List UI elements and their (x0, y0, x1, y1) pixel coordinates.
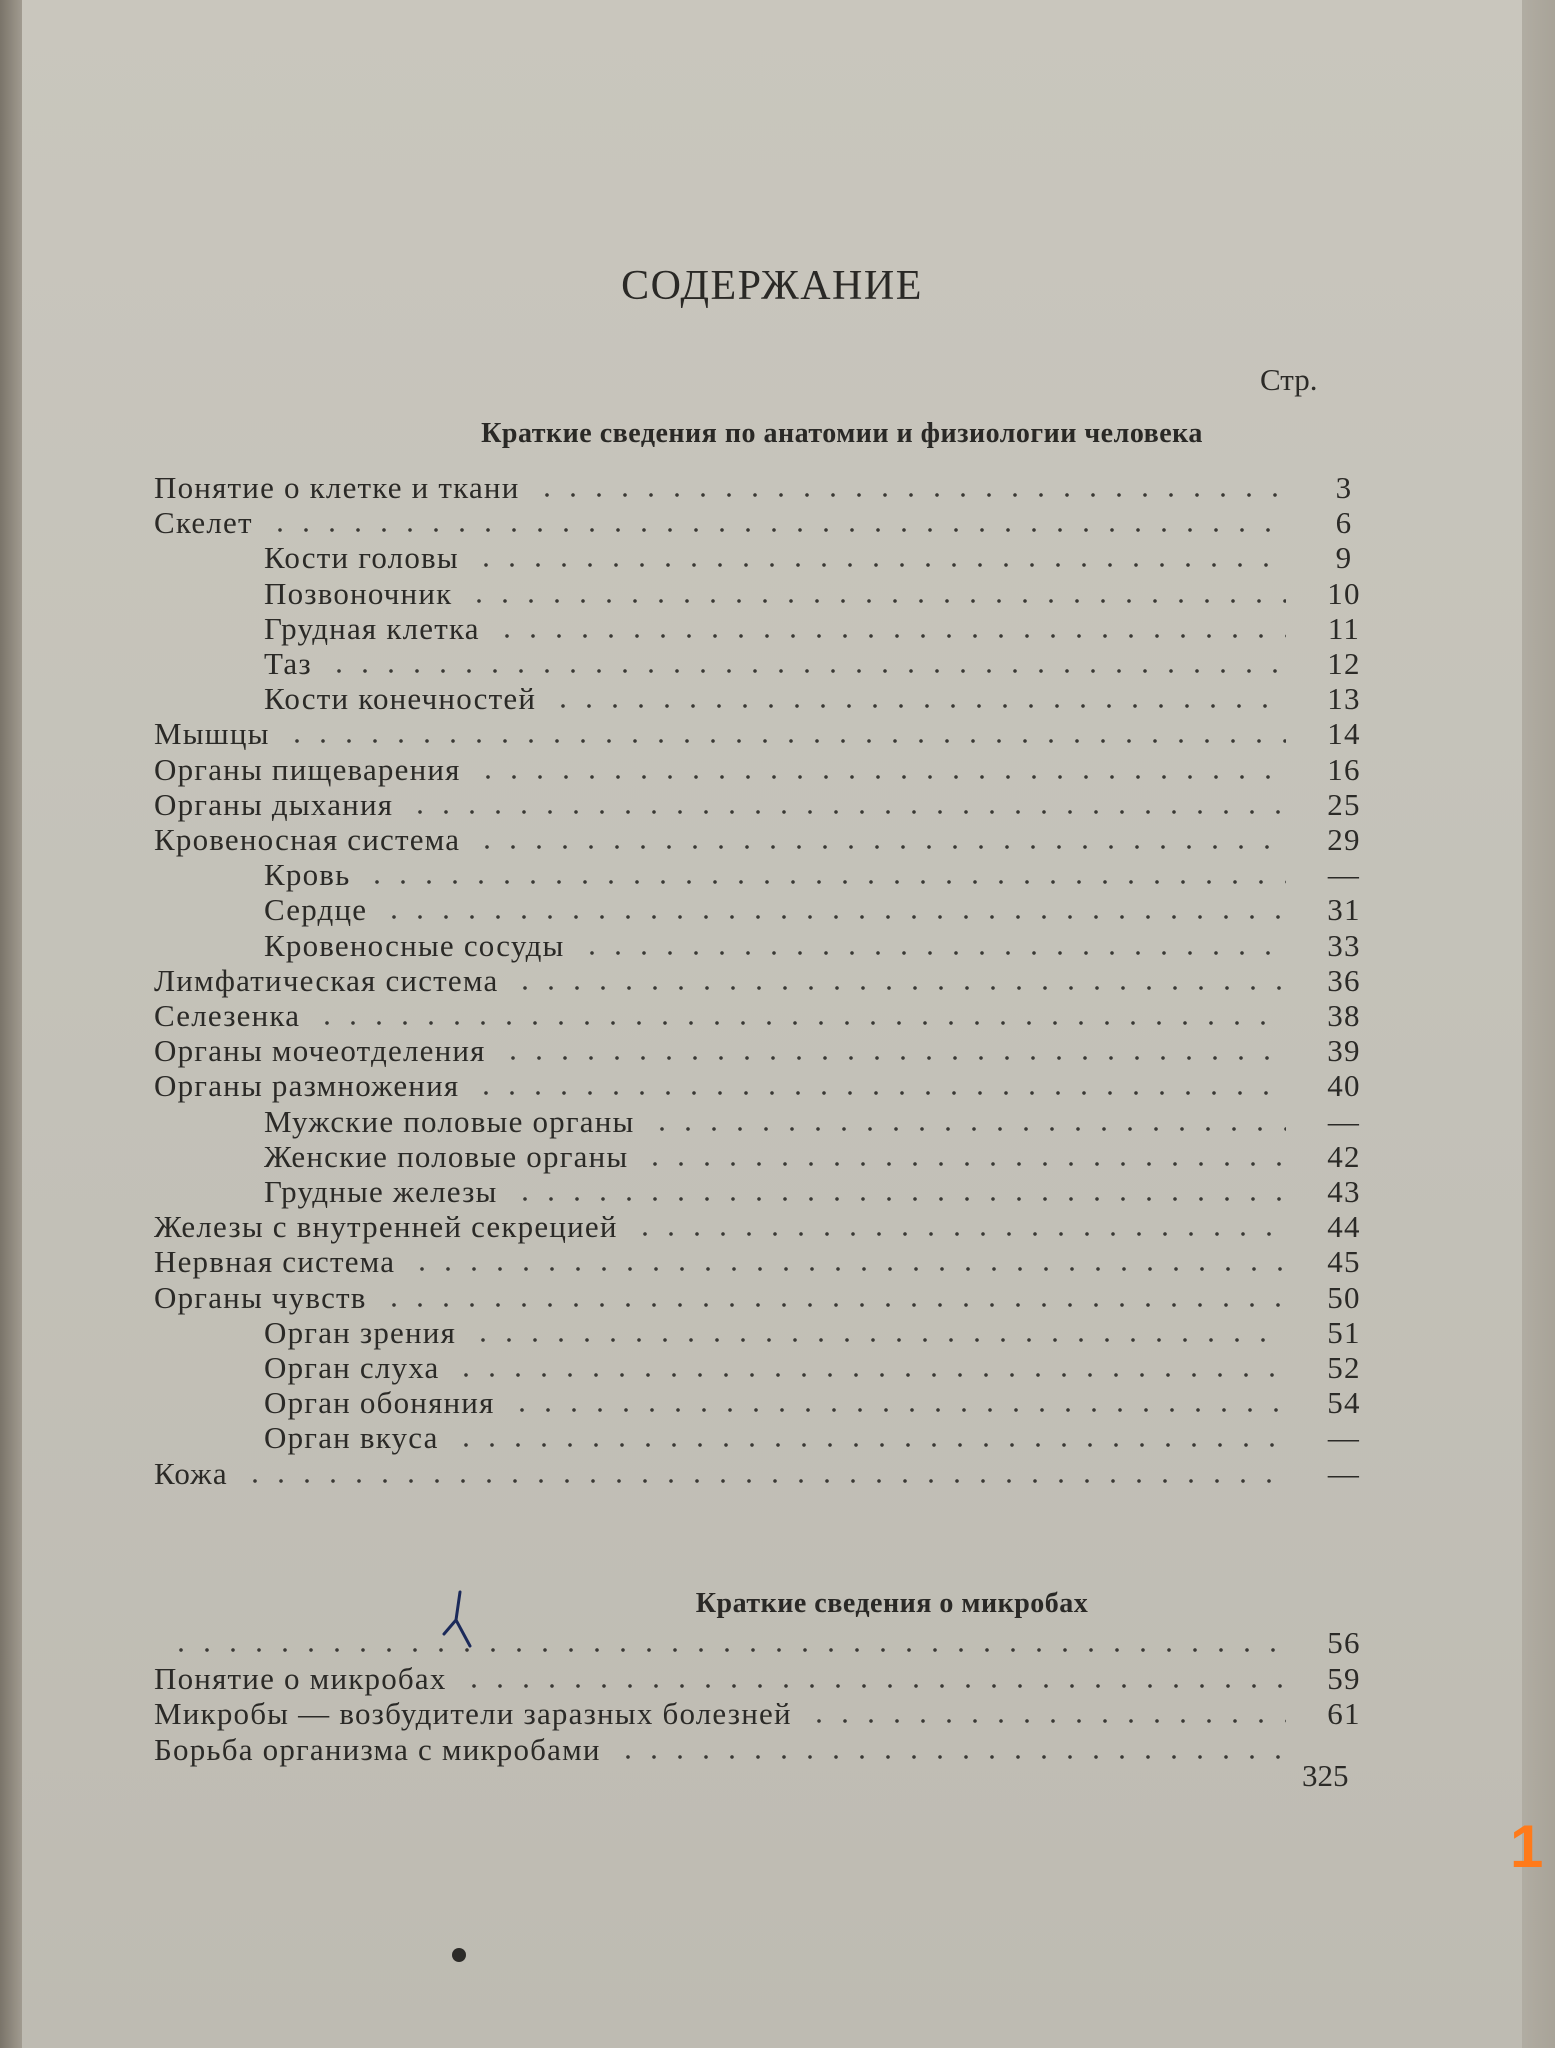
toc-entry-page: 31 (1327, 892, 1361, 928)
dot-leader (168, 1648, 1286, 1652)
dot-leader (512, 1197, 1286, 1201)
toc-entry-page: 40 (1327, 1068, 1361, 1104)
toc-entry-page: 3 (1335, 470, 1353, 505)
dot-leader (473, 1091, 1286, 1095)
dot-leader (364, 880, 1286, 884)
dot-leader (474, 845, 1286, 849)
toc-entry-page: 12 (1327, 646, 1361, 681)
toc-entry-page: 29 (1327, 822, 1361, 857)
dot-leader (512, 986, 1286, 990)
toc-entry-page: 36 (1327, 962, 1361, 998)
toc-entry-title: Мышцы (154, 716, 270, 752)
toc-entry-page: 52 (1327, 1350, 1361, 1385)
dot-leader (242, 1479, 1286, 1483)
toc-entry (154, 1696, 1374, 1732)
toc-entry-title: Позвоночник (264, 575, 453, 611)
toc-entry (154, 505, 1374, 541)
dot-leader (550, 704, 1286, 708)
toc-entry-page: — (1327, 857, 1361, 893)
toc-entry (154, 963, 1374, 999)
toc-entry-page: 10 (1327, 575, 1361, 611)
toc-entry (154, 1068, 1374, 1104)
toc-entry-page: 51 (1327, 1314, 1361, 1350)
toc-entry-page: 25 (1327, 786, 1361, 822)
toc-entry-title: Понятие о микробах (154, 1660, 447, 1696)
dot-leader (494, 634, 1286, 638)
toc-entry-title: Кровеносная система (154, 822, 461, 857)
toc-entry (154, 576, 1374, 612)
toc-entry (154, 1350, 1374, 1386)
toc-entry (154, 1209, 1374, 1245)
toc-entry (154, 1104, 1374, 1140)
toc-entry (154, 540, 1374, 576)
toc-entry-title: Таз (264, 646, 312, 681)
toc-entry (154, 1315, 1374, 1351)
toc-entry (154, 646, 1374, 682)
toc-entry (154, 857, 1374, 893)
toc-entry-page: 59 (1327, 1660, 1361, 1696)
toc-entry-title: Орган слуха (264, 1350, 440, 1385)
toc-entry (154, 1732, 1374, 1768)
toc-entry (154, 611, 1374, 647)
toc-entry (154, 998, 1374, 1034)
toc-entry (154, 716, 1374, 752)
toc-entry-page: — (1327, 1420, 1361, 1456)
dot-leader (632, 1232, 1286, 1236)
dot-leader (579, 951, 1286, 955)
section-heading-anatomy: Краткие сведения по анатомии и физиологии человека (481, 418, 1203, 449)
toc-entry-page: 42 (1327, 1138, 1361, 1174)
toc-entry (154, 681, 1374, 717)
toc-entry-title: Орган вкуса (264, 1420, 439, 1456)
dot-leader (649, 1127, 1286, 1131)
toc-entry-title: Лимфатическая система (154, 962, 499, 998)
toc-entry-page: 16 (1327, 751, 1361, 787)
dot-leader (326, 669, 1286, 673)
toc-entry (154, 1420, 1374, 1456)
dot-leader (470, 1338, 1286, 1342)
page-title: СОДЕРЖАНИЕ (621, 263, 923, 309)
toc-entry-title: Органы пищеварения (154, 751, 461, 787)
dot-leader (381, 915, 1286, 919)
toc-entry-page: 6 (1335, 505, 1353, 541)
toc-entry-title: Органы размножения (154, 1068, 460, 1104)
toc-entry-title: Органы дыхания (154, 786, 394, 822)
toc-entry (154, 1280, 1374, 1316)
dot-leader (642, 1162, 1286, 1166)
page-number: 325 (1302, 1758, 1349, 1793)
toc-entry-title: Органы чувств (154, 1279, 367, 1315)
toc-entry (154, 1661, 1374, 1697)
dot-leader (407, 810, 1286, 814)
toc-entry (154, 1625, 1374, 1661)
toc-entry-title: Органы мочеотделения (154, 1033, 486, 1069)
toc-entry (154, 928, 1374, 964)
toc-entry-title: Микробы — возбудители заразных болезней (154, 1696, 792, 1732)
toc-entry-title: Орган обоняния (264, 1385, 495, 1421)
toc-entry-title: Женские половые органы (264, 1138, 629, 1174)
dot-leader (615, 1755, 1286, 1759)
toc-entry-page: 38 (1327, 998, 1361, 1033)
page-column-label: Стр. (1260, 362, 1318, 397)
dot-leader (284, 739, 1286, 743)
section-heading-microbes: Краткие сведения о микробах (695, 1588, 1089, 1619)
toc-entry-page: 50 (1327, 1279, 1361, 1315)
corner-label: 1 (1510, 1813, 1544, 1880)
dot-leader (381, 1303, 1286, 1307)
toc-entry-title: Грудная клетка (264, 610, 480, 646)
toc-entry-title: Селезенка (154, 998, 301, 1033)
toc-entry (154, 787, 1374, 823)
book-gutter (0, 0, 22, 2048)
toc-entry-title: Железы с внутренней секрецией (154, 1209, 618, 1245)
toc-entry (154, 892, 1374, 928)
toc-entry-page: 14 (1327, 716, 1361, 752)
toc-entry-page: 39 (1327, 1033, 1361, 1069)
toc-entry (154, 1174, 1374, 1210)
toc-entry-page: — (1327, 1455, 1361, 1491)
toc-entry-title: Кожа (154, 1455, 228, 1491)
dot-leader (806, 1719, 1286, 1723)
toc-entry-page: — (1327, 1103, 1361, 1139)
dot-leader (534, 493, 1287, 497)
toc-entry-page: 45 (1327, 1244, 1361, 1280)
toc-entry (154, 1139, 1374, 1175)
dot-leader (314, 1021, 1286, 1025)
toc-entry-title: Грудные железы (264, 1174, 498, 1209)
toc-entry-title: Сердце (264, 892, 368, 928)
dot-leader (267, 528, 1286, 532)
toc-entry-title: Кровеносные сосуды (264, 927, 565, 963)
toc-entry-title: Нервная система (154, 1244, 396, 1280)
dot-leader (509, 1408, 1286, 1412)
dot-leader (453, 1373, 1286, 1377)
toc-entry (154, 470, 1374, 506)
toc-entry-page: 61 (1327, 1696, 1361, 1732)
dot-leader (453, 1443, 1286, 1447)
toc-entry-title: Борьба организма с микробами (154, 1731, 601, 1767)
toc-entry-page: 33 (1327, 927, 1361, 963)
toc-entry-page: 56 (1327, 1625, 1361, 1660)
toc-entry (154, 1385, 1374, 1421)
toc-entry-page: 54 (1327, 1385, 1361, 1421)
toc-entry-page: 13 (1327, 681, 1361, 717)
toc-entry-title: Мужские половые органы (264, 1103, 635, 1139)
toc-entry (154, 752, 1374, 788)
toc-entry-title: Орган зрения (264, 1314, 457, 1350)
dot-leader (409, 1267, 1286, 1271)
dot-leader (461, 1684, 1286, 1688)
book-page (22, 0, 1522, 2048)
dot-leader (466, 599, 1286, 603)
dot-leader (475, 775, 1286, 779)
toc-entry (154, 1033, 1374, 1069)
toc-entry (154, 1244, 1374, 1280)
toc-entry-page: 43 (1327, 1174, 1361, 1209)
toc-entry-page: 11 (1327, 610, 1361, 646)
toc-entry-page: 9 (1335, 540, 1353, 576)
toc-entry-title: Скелет (154, 505, 253, 541)
dot-leader (473, 563, 1286, 567)
toc-entry (154, 1456, 1374, 1492)
toc-entry-title: Кости головы (264, 540, 459, 576)
toc-entry (154, 822, 1374, 858)
toc-entry-title: Понятие о клетке и ткани (154, 470, 520, 505)
ink-spot (452, 1948, 466, 1962)
toc-entry-page: 44 (1327, 1209, 1361, 1245)
toc-entry-title: Кости конечностей (264, 681, 537, 717)
toc-entry-title: Кровь (264, 857, 351, 893)
dot-leader (500, 1056, 1286, 1060)
